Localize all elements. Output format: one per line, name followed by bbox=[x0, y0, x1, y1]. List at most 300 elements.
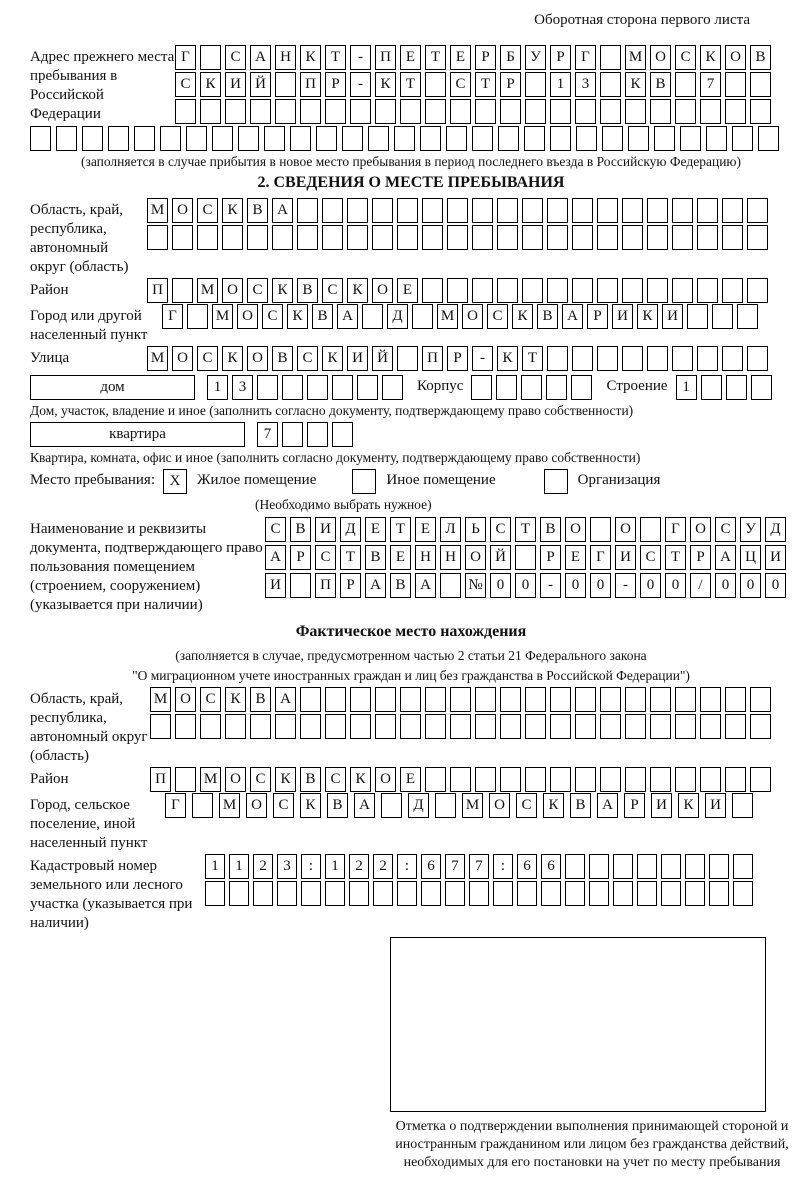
char-cell: К bbox=[350, 767, 371, 792]
char-cell bbox=[675, 714, 696, 739]
stay-type-label: Место пребывания: bbox=[30, 472, 155, 488]
char-cell: С bbox=[640, 545, 661, 570]
char-cell bbox=[475, 99, 496, 124]
char-cell: С bbox=[273, 793, 294, 818]
char-cell bbox=[747, 278, 768, 303]
char-cell bbox=[750, 99, 771, 124]
char-cell bbox=[301, 881, 321, 906]
char-cell bbox=[471, 375, 492, 400]
char-cell: К bbox=[300, 45, 321, 70]
actual-district-block bbox=[30, 767, 792, 792]
char-cell bbox=[747, 198, 768, 223]
char-cell bbox=[547, 198, 568, 223]
char-cell: К bbox=[700, 45, 721, 70]
char-cell: В bbox=[300, 767, 321, 792]
char-cell bbox=[325, 714, 346, 739]
char-cell bbox=[425, 687, 446, 712]
char-cell: В bbox=[312, 304, 333, 329]
char-cell: Н bbox=[440, 545, 461, 570]
char-cell bbox=[672, 198, 693, 223]
actual-region-row-2 bbox=[150, 714, 771, 739]
char-cell bbox=[350, 714, 371, 739]
char-cell: О bbox=[247, 346, 268, 371]
char-cell bbox=[525, 767, 546, 792]
char-cell: А bbox=[337, 304, 358, 329]
char-cell bbox=[297, 198, 318, 223]
char-cell: Т bbox=[390, 517, 411, 542]
previous-address-row-3 bbox=[175, 99, 771, 124]
char-cell: 6 bbox=[541, 854, 561, 879]
char-cell bbox=[300, 714, 321, 739]
char-cell bbox=[205, 881, 225, 906]
char-cell bbox=[475, 714, 496, 739]
char-cell bbox=[469, 881, 489, 906]
char-cell: Р bbox=[447, 346, 468, 371]
char-cell bbox=[525, 714, 546, 739]
char-cell bbox=[697, 346, 718, 371]
char-cell bbox=[628, 126, 649, 151]
char-cell bbox=[647, 346, 668, 371]
char-cell bbox=[440, 573, 461, 598]
char-cell: С bbox=[450, 72, 471, 97]
char-cell bbox=[726, 375, 747, 400]
apartment-row bbox=[30, 422, 792, 447]
char-cell bbox=[597, 278, 618, 303]
char-cell: К bbox=[375, 72, 396, 97]
char-cell: Р bbox=[690, 545, 711, 570]
char-cell bbox=[150, 714, 171, 739]
char-cell bbox=[625, 714, 646, 739]
char-cell: О bbox=[225, 767, 246, 792]
char-cell bbox=[200, 99, 221, 124]
char-cell: 0 bbox=[590, 573, 611, 598]
char-cell bbox=[661, 881, 681, 906]
char-cell bbox=[500, 767, 521, 792]
char-cell: 0 bbox=[740, 573, 761, 598]
char-cell: А bbox=[715, 545, 736, 570]
char-cell bbox=[147, 225, 168, 250]
char-cell: К bbox=[322, 346, 343, 371]
char-cell bbox=[447, 225, 468, 250]
char-cell bbox=[654, 126, 675, 151]
char-cell: 1 bbox=[550, 72, 571, 97]
char-cell bbox=[550, 767, 571, 792]
apartment-note: Квартира, комната, офис и иное (заполнить согласно документу, подтверждающему право собственности) bbox=[30, 450, 641, 465]
char-cell bbox=[332, 422, 353, 447]
char-cell: 0 bbox=[640, 573, 661, 598]
char-cell: Л bbox=[440, 517, 461, 542]
char-cell: В bbox=[750, 45, 771, 70]
char-cell bbox=[697, 278, 718, 303]
char-cell bbox=[747, 346, 768, 371]
char-cell: С bbox=[315, 545, 336, 570]
char-cell: О bbox=[462, 304, 483, 329]
char-cell: Г bbox=[575, 45, 596, 70]
char-cell: И bbox=[315, 517, 336, 542]
char-cell: С bbox=[200, 687, 221, 712]
char-cell bbox=[650, 99, 671, 124]
stamp-note: Отметка о подтверждении выполнения принимающей стороной и иностранным гражданином или лицом без гражданства действий, необходимых для его постановки на учет по месту пребывания bbox=[395, 1119, 789, 1170]
char-cell bbox=[613, 881, 633, 906]
char-cell bbox=[425, 767, 446, 792]
char-cell bbox=[722, 198, 743, 223]
char-cell bbox=[572, 198, 593, 223]
street-row bbox=[147, 346, 768, 371]
char-cell bbox=[373, 881, 393, 906]
char-cell bbox=[186, 126, 207, 151]
char-cell bbox=[697, 198, 718, 223]
char-cell bbox=[307, 422, 328, 447]
char-cell bbox=[275, 72, 296, 97]
char-cell bbox=[500, 687, 521, 712]
char-cell bbox=[697, 225, 718, 250]
house-note: Дом, участок, владение и иное (заполнить согласно документу, подтверждающему право собственности) bbox=[30, 403, 634, 418]
char-cell: П bbox=[300, 72, 321, 97]
actual-district-label: Район bbox=[30, 771, 69, 787]
char-cell bbox=[397, 225, 418, 250]
char-cell bbox=[375, 714, 396, 739]
char-cell: М bbox=[437, 304, 458, 329]
char-cell: С bbox=[247, 278, 268, 303]
char-cell bbox=[372, 225, 393, 250]
char-cell bbox=[625, 99, 646, 124]
region-block bbox=[30, 198, 792, 277]
char-cell: Т bbox=[425, 45, 446, 70]
char-cell: 3 bbox=[575, 72, 596, 97]
char-cell bbox=[325, 881, 345, 906]
char-cell: К bbox=[272, 278, 293, 303]
street-block bbox=[30, 346, 792, 371]
char-cell bbox=[575, 687, 596, 712]
section3-note-line2: "О миграционном учете иностранных граждан и лиц без гражданства в Российской Федерации") bbox=[132, 668, 690, 683]
char-cell: К bbox=[497, 346, 518, 371]
previous-address-row-2 bbox=[175, 72, 771, 97]
cadastre-row-2 bbox=[205, 881, 753, 906]
char-cell bbox=[397, 346, 418, 371]
char-cell bbox=[525, 99, 546, 124]
char-cell bbox=[325, 99, 346, 124]
char-cell bbox=[400, 687, 421, 712]
char-cell bbox=[709, 881, 729, 906]
char-cell bbox=[445, 881, 465, 906]
char-cell: С bbox=[265, 517, 286, 542]
char-cell: 1 bbox=[676, 375, 697, 400]
char-cell bbox=[108, 126, 129, 151]
organization-label: Организация bbox=[577, 472, 661, 488]
char-cell bbox=[349, 881, 369, 906]
char-cell bbox=[56, 126, 77, 151]
char-cell bbox=[575, 99, 596, 124]
char-cell: 7 bbox=[469, 854, 489, 879]
char-cell bbox=[600, 72, 621, 97]
char-cell: Й bbox=[250, 72, 271, 97]
house-number-cells bbox=[207, 375, 403, 400]
char-cell: О bbox=[465, 545, 486, 570]
char-cell bbox=[550, 126, 571, 151]
stay-type-row bbox=[30, 469, 792, 494]
char-cell bbox=[525, 72, 546, 97]
char-cell: В bbox=[537, 304, 558, 329]
char-cell: С bbox=[675, 45, 696, 70]
char-cell bbox=[435, 793, 456, 818]
char-cell bbox=[572, 278, 593, 303]
char-cell: Й bbox=[372, 346, 393, 371]
apartment-number-cells bbox=[257, 422, 353, 447]
ownership-document-row-2 bbox=[265, 545, 786, 570]
actual-city-block bbox=[30, 793, 792, 853]
char-cell: О bbox=[175, 687, 196, 712]
char-cell: И bbox=[705, 793, 726, 818]
stay-type-note: (Необходимо выбрать нужное) bbox=[255, 497, 432, 512]
char-cell bbox=[82, 126, 103, 151]
char-cell bbox=[600, 714, 621, 739]
char-cell bbox=[622, 278, 643, 303]
char-cell: А bbox=[562, 304, 583, 329]
char-cell bbox=[316, 126, 337, 151]
char-cell bbox=[264, 126, 285, 151]
char-cell: О bbox=[372, 278, 393, 303]
char-cell: - bbox=[350, 45, 371, 70]
char-cell bbox=[450, 99, 471, 124]
char-cell: М bbox=[150, 687, 171, 712]
char-cell bbox=[472, 126, 493, 151]
char-cell bbox=[372, 198, 393, 223]
char-cell bbox=[472, 198, 493, 223]
char-cell bbox=[725, 99, 746, 124]
actual-region-row-1 bbox=[150, 687, 771, 712]
char-cell bbox=[622, 198, 643, 223]
street-label: Улица bbox=[30, 350, 70, 366]
char-cell bbox=[706, 126, 727, 151]
char-cell bbox=[712, 304, 733, 329]
organization-checkbox[interactable] bbox=[544, 469, 568, 494]
char-cell: В bbox=[540, 517, 561, 542]
char-cell bbox=[447, 278, 468, 303]
char-cell bbox=[517, 881, 537, 906]
ownership-document-block bbox=[30, 517, 792, 615]
char-cell bbox=[350, 687, 371, 712]
char-cell: 1 bbox=[207, 375, 228, 400]
other-premises-checkbox[interactable] bbox=[352, 469, 376, 494]
char-cell: К bbox=[222, 346, 243, 371]
char-cell bbox=[685, 881, 705, 906]
char-cell bbox=[575, 714, 596, 739]
char-cell: К bbox=[637, 304, 658, 329]
char-cell: Т bbox=[515, 517, 536, 542]
char-cell: Е bbox=[565, 545, 586, 570]
char-cell bbox=[524, 126, 545, 151]
char-cell: В bbox=[365, 545, 386, 570]
stroenie-cells bbox=[676, 375, 772, 400]
char-cell bbox=[450, 687, 471, 712]
char-cell bbox=[347, 198, 368, 223]
char-cell bbox=[382, 375, 403, 400]
char-cell bbox=[758, 126, 779, 151]
char-cell: Е bbox=[400, 767, 421, 792]
char-cell bbox=[522, 278, 543, 303]
char-cell bbox=[725, 687, 746, 712]
char-cell: Д bbox=[340, 517, 361, 542]
char-cell bbox=[229, 881, 249, 906]
char-cell: А bbox=[597, 793, 618, 818]
char-cell bbox=[277, 881, 297, 906]
char-cell bbox=[625, 687, 646, 712]
char-cell bbox=[625, 767, 646, 792]
char-cell: 2 bbox=[253, 854, 273, 879]
page-side-note: Оборотная сторона первого листа bbox=[534, 12, 750, 28]
char-cell: - bbox=[615, 573, 636, 598]
char-cell bbox=[622, 346, 643, 371]
char-cell: С bbox=[322, 278, 343, 303]
char-cell bbox=[394, 126, 415, 151]
char-cell: : bbox=[397, 854, 417, 879]
char-cell bbox=[253, 881, 273, 906]
char-cell bbox=[307, 375, 328, 400]
char-cell: С bbox=[325, 767, 346, 792]
char-cell bbox=[322, 225, 343, 250]
char-cell bbox=[600, 99, 621, 124]
char-cell: Р bbox=[624, 793, 645, 818]
char-cell: С bbox=[490, 517, 511, 542]
city-row bbox=[162, 304, 758, 329]
district-label: Район bbox=[30, 282, 69, 298]
char-cell: В bbox=[297, 278, 318, 303]
char-cell bbox=[500, 714, 521, 739]
char-cell: В bbox=[272, 346, 293, 371]
residential-premises-label: Жилое помещение bbox=[197, 472, 317, 488]
char-cell: 0 bbox=[715, 573, 736, 598]
char-cell bbox=[447, 198, 468, 223]
char-cell bbox=[375, 99, 396, 124]
char-cell: С bbox=[297, 346, 318, 371]
char-cell bbox=[450, 714, 471, 739]
char-cell bbox=[134, 126, 155, 151]
char-cell: О bbox=[725, 45, 746, 70]
char-cell bbox=[546, 375, 567, 400]
char-cell bbox=[672, 278, 693, 303]
char-cell: С bbox=[262, 304, 283, 329]
char-cell: К bbox=[625, 72, 646, 97]
char-cell: О bbox=[650, 45, 671, 70]
char-cell bbox=[497, 278, 518, 303]
char-cell: 7 bbox=[257, 422, 278, 447]
char-cell: П bbox=[315, 573, 336, 598]
previous-address-block bbox=[30, 45, 792, 124]
char-cell bbox=[475, 687, 496, 712]
previous-address-row-4 bbox=[30, 126, 792, 151]
char-cell bbox=[450, 767, 471, 792]
char-cell: С bbox=[250, 767, 271, 792]
char-cell: А bbox=[250, 45, 271, 70]
char-cell: Г bbox=[165, 793, 186, 818]
city-label: Город или другой населенный пункт bbox=[30, 308, 148, 343]
char-cell: А bbox=[265, 545, 286, 570]
char-cell bbox=[597, 346, 618, 371]
actual-region-block bbox=[30, 687, 792, 766]
char-cell bbox=[238, 126, 259, 151]
char-cell bbox=[362, 304, 383, 329]
char-cell: Р bbox=[587, 304, 608, 329]
char-cell bbox=[685, 854, 705, 879]
region-row-2 bbox=[147, 225, 768, 250]
char-cell: К bbox=[275, 767, 296, 792]
residential-premises-checkbox[interactable]: X bbox=[163, 469, 187, 494]
char-cell: - bbox=[540, 573, 561, 598]
char-cell: У bbox=[740, 517, 761, 542]
char-cell bbox=[650, 767, 671, 792]
char-cell bbox=[576, 126, 597, 151]
char-cell: - bbox=[472, 346, 493, 371]
char-cell bbox=[497, 225, 518, 250]
char-cell: Е bbox=[397, 278, 418, 303]
actual-city-row bbox=[165, 793, 753, 818]
char-cell bbox=[600, 45, 621, 70]
char-cell bbox=[522, 198, 543, 223]
char-cell: М bbox=[200, 767, 221, 792]
char-cell: 6 bbox=[421, 854, 441, 879]
char-cell bbox=[750, 687, 771, 712]
char-cell bbox=[172, 278, 193, 303]
char-cell: В bbox=[650, 72, 671, 97]
char-cell bbox=[342, 126, 363, 151]
char-cell bbox=[637, 881, 657, 906]
char-cell bbox=[700, 714, 721, 739]
char-cell: О bbox=[690, 517, 711, 542]
char-cell: 0 bbox=[565, 573, 586, 598]
char-cell bbox=[300, 99, 321, 124]
char-cell: Т bbox=[475, 72, 496, 97]
char-cell bbox=[547, 278, 568, 303]
char-cell bbox=[175, 99, 196, 124]
other-premises-label: Иное помещение bbox=[386, 472, 496, 488]
region-row-1 bbox=[147, 198, 768, 223]
char-cell: М bbox=[625, 45, 646, 70]
char-cell: Р bbox=[540, 545, 561, 570]
char-cell bbox=[522, 225, 543, 250]
char-cell bbox=[672, 225, 693, 250]
char-cell bbox=[647, 225, 668, 250]
char-cell bbox=[290, 126, 311, 151]
char-cell bbox=[300, 687, 321, 712]
char-cell bbox=[547, 225, 568, 250]
char-cell bbox=[747, 225, 768, 250]
char-cell bbox=[493, 881, 513, 906]
char-cell: 2 bbox=[373, 854, 393, 879]
region-label: Область, край, республика, автономный округ (область) bbox=[30, 202, 129, 275]
char-cell: : bbox=[301, 854, 321, 879]
char-cell bbox=[272, 225, 293, 250]
char-cell bbox=[247, 225, 268, 250]
char-cell bbox=[192, 793, 213, 818]
char-cell bbox=[565, 881, 585, 906]
section3-note-line1: (заполняется в случае, предусмотренном частью 2 статьи 21 Федерального закона bbox=[175, 648, 647, 663]
char-cell bbox=[550, 687, 571, 712]
char-cell bbox=[422, 278, 443, 303]
char-cell bbox=[647, 198, 668, 223]
char-cell: И bbox=[615, 545, 636, 570]
char-cell bbox=[732, 126, 753, 151]
char-cell bbox=[589, 854, 609, 879]
char-cell bbox=[30, 126, 51, 151]
char-cell bbox=[446, 126, 467, 151]
char-cell: 3 bbox=[277, 854, 297, 879]
char-cell: Д bbox=[765, 517, 786, 542]
char-cell: Р bbox=[550, 45, 571, 70]
char-cell: Е bbox=[365, 517, 386, 542]
char-cell: Е bbox=[390, 545, 411, 570]
char-cell: 0 bbox=[515, 573, 536, 598]
char-cell: 6 bbox=[517, 854, 537, 879]
